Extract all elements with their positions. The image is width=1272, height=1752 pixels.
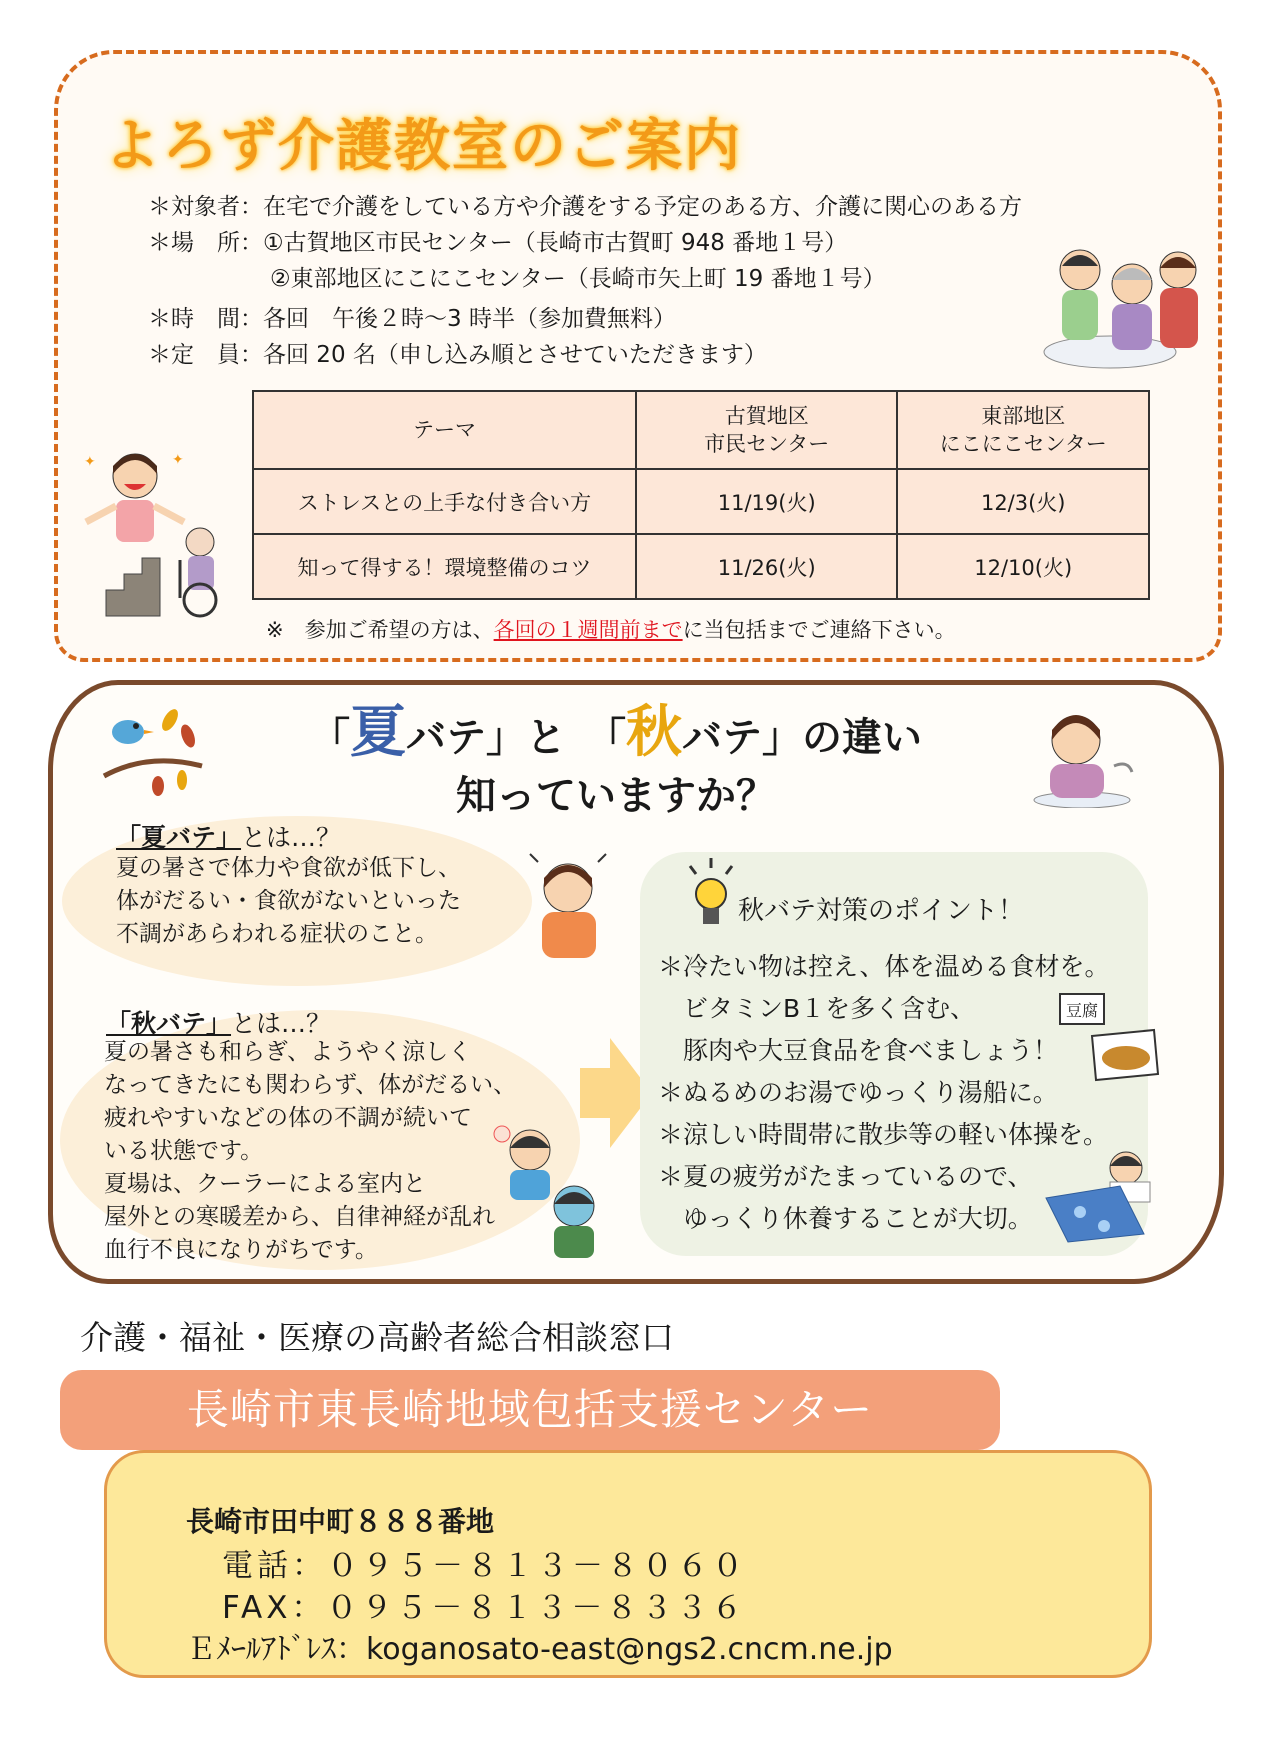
tip-line: ＊夏の疲労がたまっているので、 — [658, 1162, 1033, 1191]
email-address[interactable]: Ｅﾒｰﾙｱﾄﾞﾚｽ：koganosato-east@ngs2.cncm.ne.jp — [186, 1632, 893, 1667]
autumn-line: なってきたにも関わらず、体がだるい、 — [104, 1072, 517, 1098]
center-name-banner: 長崎市東長崎地域包括支援センター — [60, 1370, 1000, 1450]
autumn-description — [104, 1036, 516, 1267]
fax-number: FAX：０９５－８１３－８３３６ — [222, 1590, 747, 1626]
summer-heading — [116, 818, 341, 854]
sleeping-person-illustration — [1040, 1146, 1160, 1246]
header-theme: テーマ — [253, 391, 636, 469]
title-end: バテ」の違い — [682, 715, 922, 761]
autumn-heading-term: 「秋バテ」 — [106, 1009, 232, 1038]
tired-woman-illustration — [1032, 700, 1142, 808]
tip-line: ＊ぬるめのお湯でゆっくり湯船に。 — [658, 1078, 1058, 1107]
summer-line: 夏の暑さで体力や食欲が低下し、 — [116, 855, 461, 881]
wheelchair-illustration — [104, 520, 230, 620]
classroom-title: よろず介護教室のご案内 — [104, 114, 742, 179]
title-bracket: 「 — [310, 715, 350, 761]
autumn-heading-suffix: とは…？ — [231, 1009, 332, 1038]
place-row — [148, 226, 847, 260]
tip-line: ゆっくり休養することが大切。 — [658, 1204, 1033, 1233]
svg-text:✦: ✦ — [84, 454, 96, 470]
table-cell-theme: 知って得する！環境整備のコツ — [253, 534, 636, 599]
summer-line: 不調があらわれる症状のこと。 — [116, 921, 438, 947]
autumn-line: 血行不良になりがちです。 — [104, 1237, 378, 1263]
bird-branch-icon — [98, 696, 208, 796]
capacity-text: 各回 20 名（申し込み順とさせていただきます） — [263, 342, 767, 368]
place-2: ②東部地区にこにこセンター（長崎市矢上町 19 番地１号） — [270, 266, 886, 292]
tip-line: 豚肉や大豆食品を食べましょう！ — [658, 1036, 1059, 1065]
autumn-line: 夏の暑さも和らぎ、ようやく涼しく — [104, 1039, 472, 1065]
svg-text:✦: ✦ — [172, 452, 184, 468]
lightbulb-icon — [684, 856, 738, 936]
tips-title: 秋バテ対策のポイント！ — [738, 896, 1025, 926]
autumn-line: 夏場は、クーラーによる室内と — [104, 1171, 426, 1197]
table-cell-koga: 11/26(火) — [636, 534, 898, 599]
signup-note — [266, 614, 956, 644]
tofu-label: 豆腐 — [1066, 1001, 1099, 1020]
capacity-label: ＊定 員： — [148, 342, 263, 368]
fatigue-title-line1 — [236, 700, 996, 767]
note-deadline: 各回の１週間前まで — [493, 618, 683, 642]
schedule-table — [252, 390, 1150, 600]
table-cell-tobu: 12/10(火) — [897, 534, 1149, 599]
tip-line: ＊冷たい物は控え、体を温める食材を。 — [658, 952, 1110, 981]
note-suffix: に当包括までご連絡下さい。 — [682, 618, 956, 642]
target-row — [148, 190, 1022, 224]
target-text: 在宅で介護をしている方や介護をする予定のある方、介護に関心のある方 — [263, 194, 1022, 220]
title-mid: バテ」と 「 — [406, 715, 626, 761]
autumn-line: いる状態です。 — [104, 1138, 264, 1164]
tofu-natto-illustration — [1056, 990, 1162, 1084]
table-cell-theme: ストレスとの上手な付き合い方 — [253, 469, 636, 534]
table-row — [253, 534, 1149, 599]
place-1: ①古賀地区市民センター（長崎市古賀町 948 番地１号） — [263, 230, 848, 256]
table-cell-koga: 11/19(火) — [636, 469, 898, 534]
header-tobu: 東部地区 にこにこセンター — [897, 391, 1149, 469]
phone-number: 電話：０９５－８１３－８０６０ — [222, 1548, 747, 1584]
summer-line: 体がだるい・食欲がないといった — [116, 888, 461, 914]
capacity-row — [148, 338, 767, 372]
time-text: 各回 午後２時～3 時半（参加費無料） — [263, 306, 676, 332]
table-cell-tobu: 12/3(火) — [897, 469, 1149, 534]
title-natsu: 夏 — [350, 700, 406, 765]
address: 長崎市田中町８８８番地 — [186, 1505, 495, 1538]
autumn-line: 屋外との寒暖差から、自律神経が乱れ — [104, 1204, 495, 1230]
time-row — [148, 302, 676, 336]
summer-description — [116, 852, 461, 951]
autumn-heading — [106, 1004, 331, 1040]
fatigue-title — [236, 700, 996, 825]
summer-heading-term: 「夏バテ」 — [116, 823, 242, 852]
table-row — [253, 469, 1149, 534]
summer-heading-suffix: とは…？ — [241, 823, 342, 852]
target-label: ＊対象者： — [148, 194, 263, 220]
header-koga: 古賀地区 市民センター — [636, 391, 898, 469]
consult-heading: 介護・福祉・医療の高齢者総合相談窓口 — [80, 1318, 674, 1357]
note-prefix: ※ 参加ご希望の方は、 — [266, 618, 494, 642]
title-aki: 秋 — [626, 700, 682, 765]
tip-line: ビタミンB１を多く含む、 — [658, 994, 976, 1023]
tip-line: ＊涼しい時間帯に散歩等の軽い体操を。 — [658, 1120, 1109, 1149]
place-label: ＊場 所： — [148, 230, 263, 256]
time-label: ＊時 間： — [148, 306, 263, 332]
fatigue-title-line2: 知っていますか？ — [456, 773, 776, 819]
caregivers-illustration — [1040, 240, 1210, 370]
hot-person-illustration — [526, 852, 616, 962]
autumn-line: 疲れやすいなどの体の不調が続いて — [104, 1105, 472, 1131]
